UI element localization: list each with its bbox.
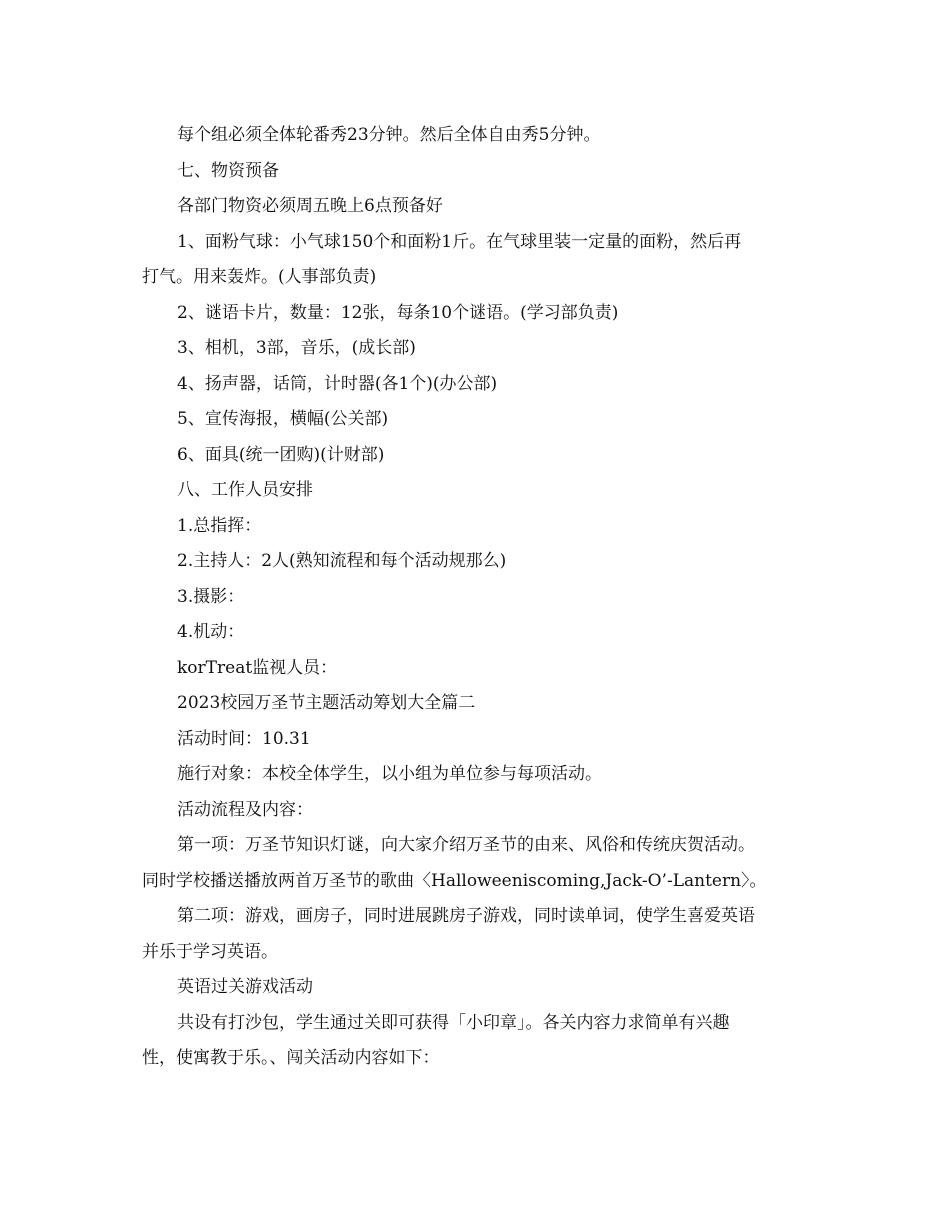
list-item: 3、相机，3部，音乐，(成长部) [177,338,416,358]
section-heading: 八、工作人员安排 [177,480,313,500]
list-item: 1、面粉气球：小气球150个和面粉1斤。在气球里装一定量的面粉，然后再 [177,231,742,252]
paragraph-continuation: 性，使寓教于乐。、闯关活动内容如下： [142,1048,440,1068]
list-item: 5、宣传海报，横幅(公关部) [177,409,389,429]
paragraph: 施行对象：本校全体学生，以小组为单位参与每项活动。 [177,764,602,784]
list-item: 2.主持人：2人(熟知流程和每个活动规那么) [177,551,507,571]
paragraph: 各部门物资必须周五晚上6点预备好 [177,196,443,216]
list-item: 1.总指挥： [177,515,262,536]
paragraph: 共设有打沙包，学生通过关即可获得「小印章」。各关内容力求简单有兴趣 [177,1012,730,1033]
paragraph: 每个组必须全体轮番秀23分钟。然后全体自由秀5分钟。 [177,125,601,145]
paragraph: 活动时间：10.31 [177,728,311,749]
paragraph-continuation: 并乐于学习英语。 [142,941,278,962]
list-item: 4.机动： [177,622,245,642]
list-item: 3.摄影： [177,586,245,607]
list-item: 2、谜语卡片，数量：12张，每条10个谜语。(学习部负责) [177,302,619,323]
paragraph: 英语过关游戏活动 [177,977,313,997]
document-body [142,118,822,1077]
paragraph-continuation: 打气。用来轰炸。(人事部负责) [142,267,377,287]
document-subtitle: 2023校园万圣节主题活动筹划大全篇二 [177,693,476,713]
paragraph: 第二项：游戏，画房子，同时进展跳房子游戏，同时读单词，使学生喜爱英语 [177,906,755,926]
section-heading: 七、物资预备 [177,160,279,181]
paragraph: 第一项：万圣节知识灯谜，向大家介绍万圣节的由来、风俗和传统庆贺活动。 [177,835,755,855]
paragraph-continuation: 同时学校播送播放两首万圣节的歌曲〈Halloweeniscoming,Jack-O’-Lantern〉。 [142,870,767,891]
paragraph: 活动流程及内容： [177,799,313,820]
list-item: 4、扬声器，话筒，计时器(各1个)(办公部) [177,373,498,394]
paragraph: korTreat监视人员： [177,657,338,678]
list-item: 6、面具(统一团购)(计财部) [177,444,385,465]
